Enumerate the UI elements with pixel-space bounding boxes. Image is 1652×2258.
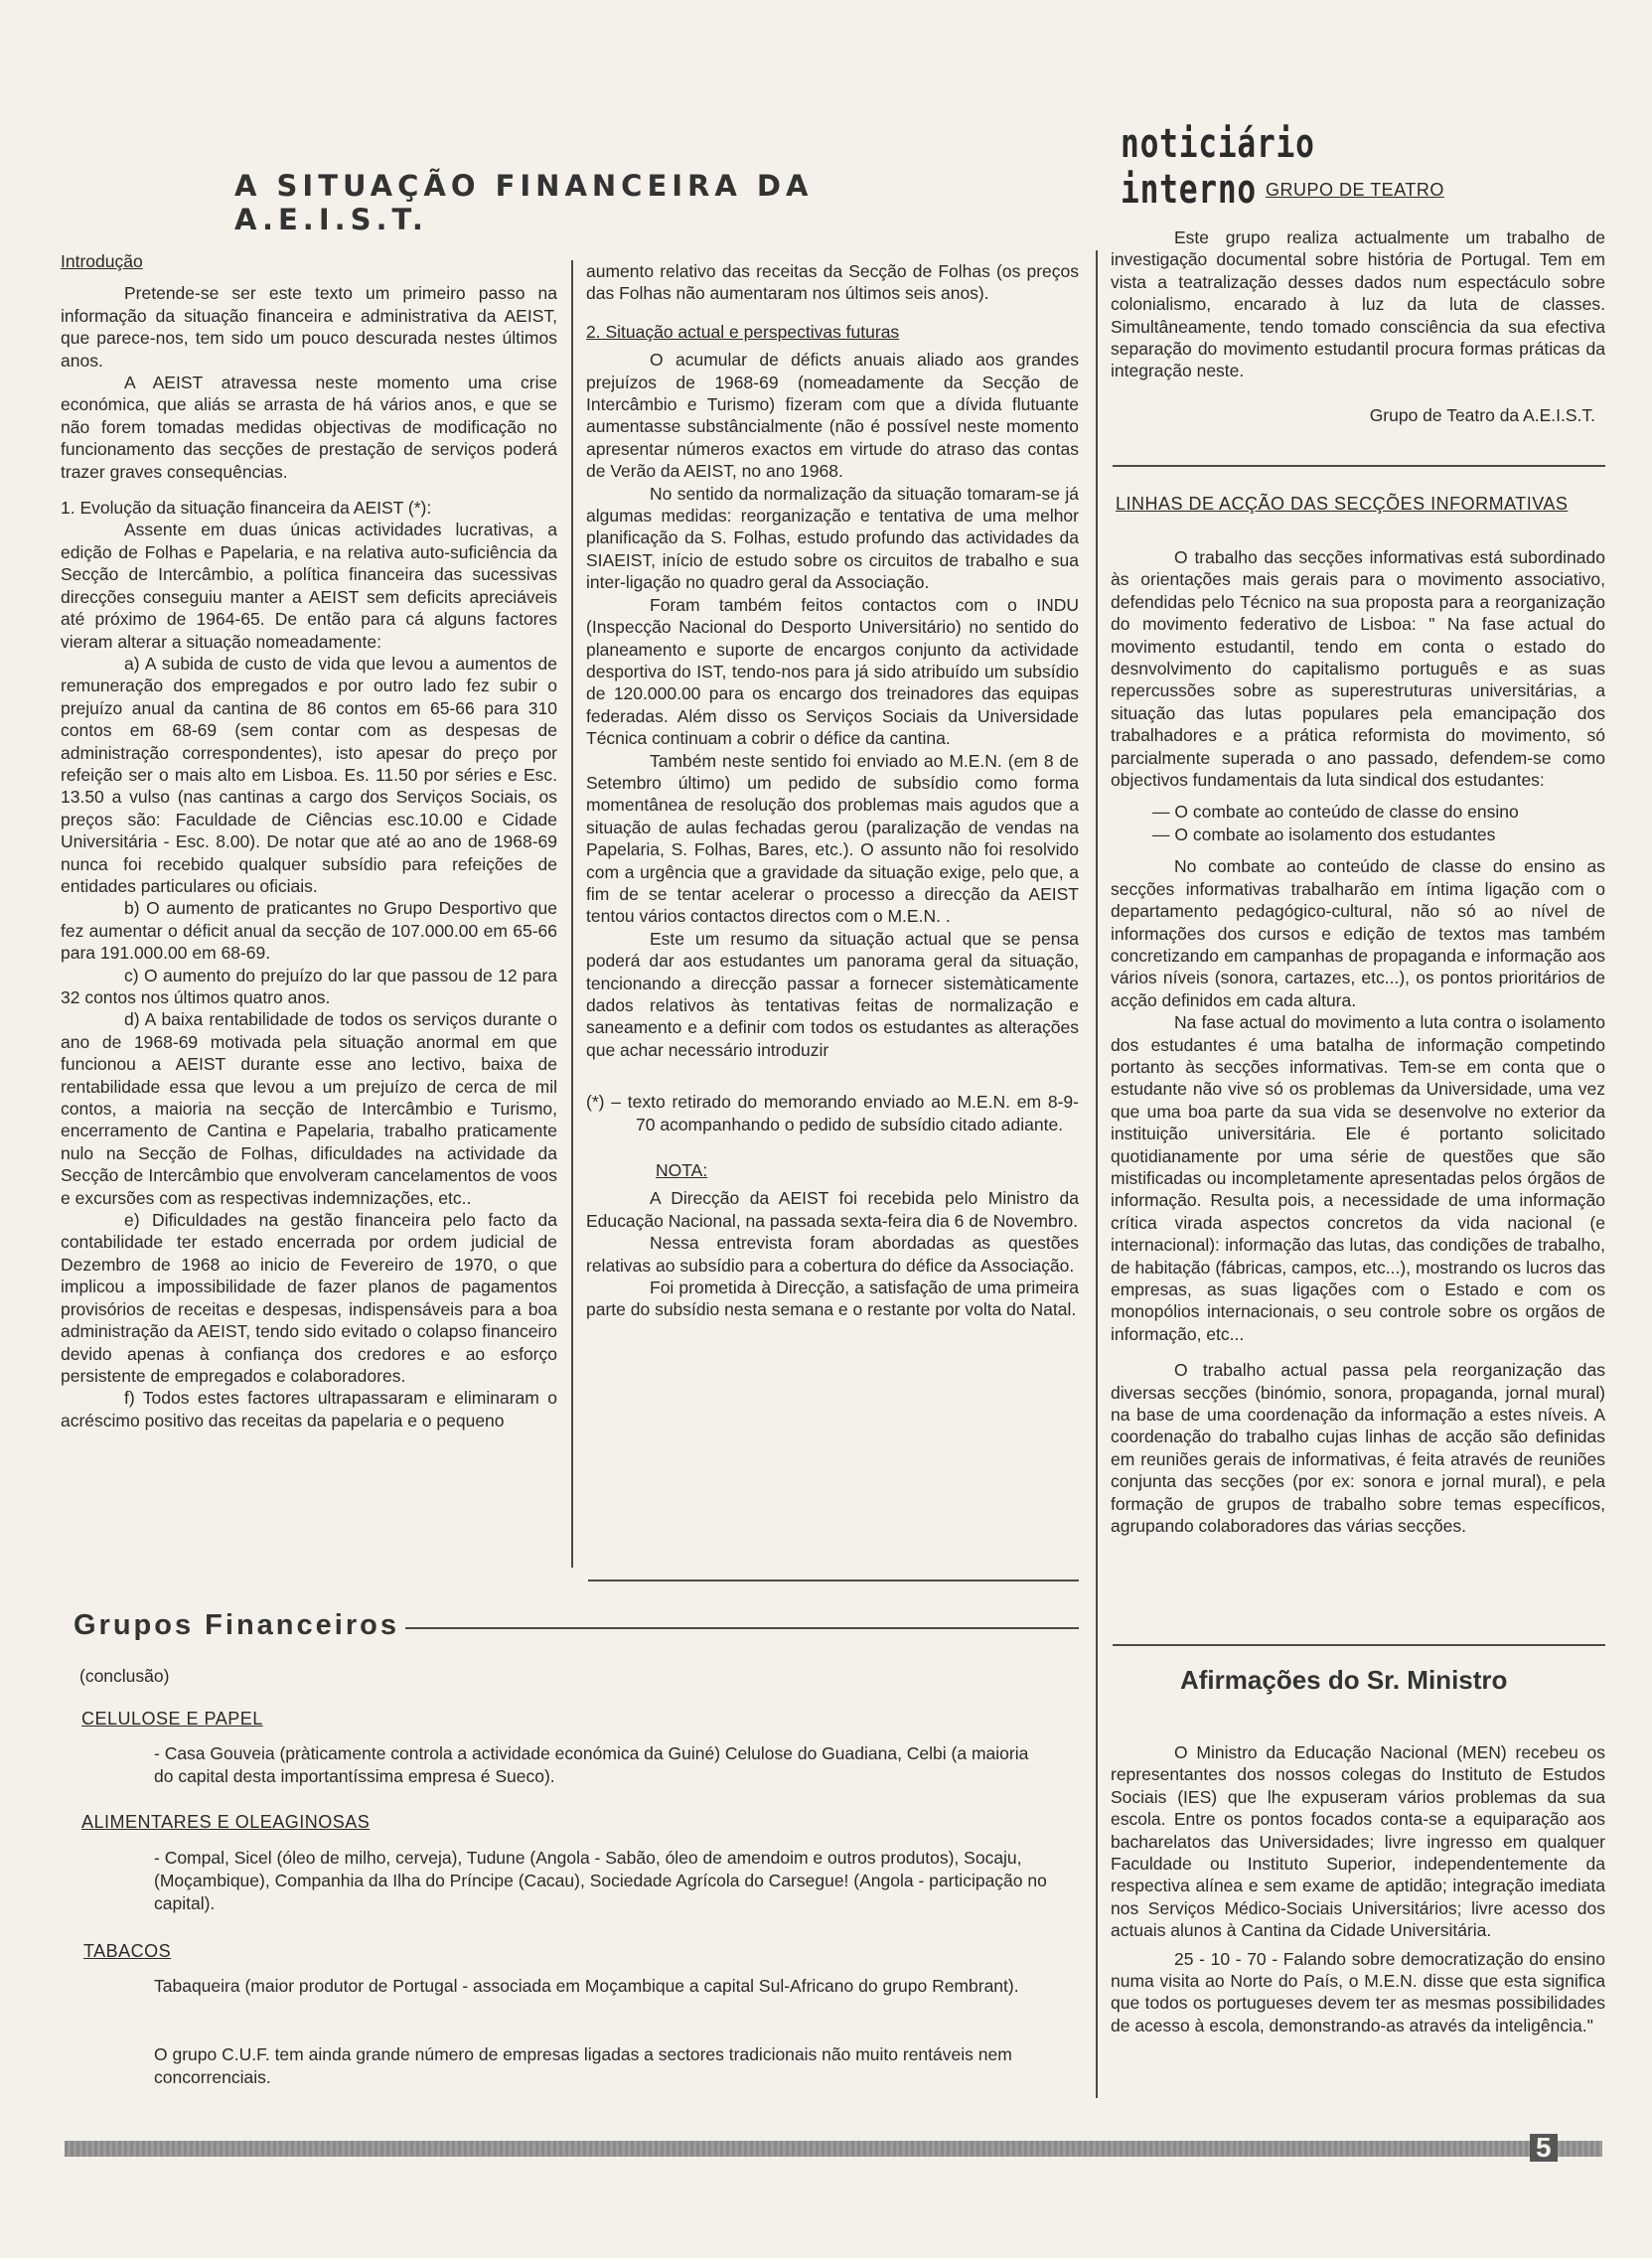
paragraph: O trabalho actual passa pela reorganização das diversas secções (binómio, sonora, propaganda, jornal mural) na base de uma coordenação da informação a estes níveis. A coordenação do trabalho cujas linhas de acção são definidas em reuniões gerais de informativas, é feita através de reuniões conjunta das secções (por ex: sonora e jornal mural), e pela formação de grupos de trabalho sobre temas específicos, agrupando colaboradores das várias secções. [1111,1360,1605,1537]
noticiario-column [1111,226,1605,426]
linhas-column [1111,546,1605,1537]
paragraph: Foi prometida à Direcção, a satisfação de uma primeira parte do subsídio nesta semana e o restante por volta do Natal. [586,1278,1079,1320]
grupo-teatro-heading: GRUPO DE TEATRO [1266,180,1444,200]
paragraph: No combate ao conteúdo de classe do ensino as secções informativas trabalharão em íntima ligação com o departamento pedagógico-cultural, não só ao nível de informações dos cursos e edição de textos mas também concretizando em campanhas de propaganda e informação aos vários níveis (sonora, cartazes, etc...), os pontos prioritários de acção definidos em cada altura. [1111,856,1605,1010]
paragraph: A AEIST atravessa neste momento uma crise económica, que aliás se arrasta de há vários anos, e que se não forem tomadas medidas objectivas de modificação no funcionamento das secções de prestação de serviços poderá trazer graves consequências. [61,373,557,482]
afirmacoes-column [1111,1741,1605,2036]
intro-heading: Introdução [61,251,143,271]
paragraph: a) A subida de custo de vida que levou a aumentos de remuneração dos empregados e por outro lado fez subir o prejuízo anual da cantina de 86 contos em 65-66 para 310 contos em 68-69 (sem contar com as despesas de administração correspondentes), isto apesar do preço por refeição ser o mais alto em Lisboa. Es. 11.50 por séries e Esc. 13.50 a vulso (nas cantinas a cargo dos Serviços Sociais, os preços são: Faculdade de Ciências esc.10.00 e Cidade Universitária - Esc. 8.00). De notar que até ao ano de 1968-69 nunca foi recebido qualquer subsídio para refeições de entidades particulares ou oficiais. [61,653,557,896]
grupos-title: Grupos Financeiros [74,1609,405,1642]
tabacos-heading: TABACOS [83,1941,172,1961]
paragraph: Foram também feitos contactos com o INDU (Inspecção Nacional do Desporto Universitário) no sentido do planeamento e suporte de encargos conjunto da actividade desportiva do IST, tendo-nos para já sido atribuído um subsídio de 120.000.00 para os encargo dos treinadores das equipas federadas. Além disso os Serviços Sociais da Universidade Técnica continuam a cobrir o défice da cantina. [586,594,1079,749]
noticiario-title: noticiário interno [1121,121,1315,213]
article-bottom-rule [588,1580,1079,1581]
alimentares-heading: ALIMENTARES E OLEAGINOSAS [81,1812,371,1832]
paragraph: 25 - 10 - 70 - Falando sobre democratização do ensino numa visita ao Norte do País, o M.E.N. disse que esta significa que todos os portugueses devem ter as mesmas possibilidades de acesso à escola, demonstrando-as através da inteligência." [1111,1948,1605,2035]
article-title: A SITUAÇÃO FINANCEIRA DA A.E.I.S.T. [234,169,814,236]
grupo-teatro-text: Este grupo realiza actualmente um trabalho de investigação documental sobre história de Portugal. Tem em vista a teatralização desses dados num espectáculo sobre colonialismo, encarado à luz da luta de classes. Simultâneamente, tendo tomado consciência da sua efectiva separação do movimento estudantil procura formas práticas da integração neste. [1111,227,1605,381]
right-column-divider [1096,250,1098,2098]
paragraph: O Ministro da Educação Nacional (MEN) recebeu os representantes dos nossos colegas do Instituto de Estudos Sociais (IES) que lhe expuseram vários problemas da sua escola. Entre os pontos focados conta-se a equiparação aos bacharelatos das Universidades; livre ingresso em qualquer Faculdade ou Instituto Superior, independentemente da respectiva alínea e sem exame de aptidão; integração imediata nos Serviços Médico-Sociais Universitários; livre acesso dos actuais alunos à Cantina da Cidade Universitária. [1111,1742,1605,1941]
paragraph: Na fase actual do movimento a luta contra o isolamento dos estudantes é uma batalha de informação competindo portanto às secções informativas. Tem-se em conta que o estudante não vive só os problemas da Universidade, uma vez que uma boa parte da sua vida se desenvolve no exterior da instituição universitária. Ele é portanto solicitado quotidianamente por uma série de questões que são mistificadas ou incompletamente apresentadas pelos órgãos de informação. Resulta pois, a necessidade de uma informação crítica virada aspectos concretos da vida nacional (e internacional): informação das lutas, das condições de trabalho, de habitação (fábricas, campos, etc...), mostrando os lucros das empresas, as suas ligações com o Estado e com os monopólios internacionais, o seu controle sobre os orgãos de informação, etc... [1111,1012,1605,1344]
bullet-item: — O combate ao isolamento dos estudantes [1152,824,1496,844]
paragraph: f) Todos estes factores ultrapassaram e eliminaram o acréscimo positivo das receitas da papelaria e o pequeno [61,1388,557,1430]
page-number: 5 [1530,2134,1558,2162]
bullet-item: — O combate ao conteúdo de classe do ensino [1152,802,1519,823]
linhas-heading: LINHAS DE ACÇÃO DAS SECÇÕES INFORMATIVAS [1116,494,1569,514]
celulose-text: - Casa Gouveia (pràticamente controla a actividade económica da Guiné) Celulose do Guadiana, Celbi (a maioria do capital desta importantíssima empresa é Sueco). [154,1743,1029,1786]
column-divider [571,260,573,1568]
paragraph: No sentido da normalização da situação tomaram-se já algumas medidas: reorganização e tentativa de uma melhor planificação da S. Folhas, estudo profundo das actividades da SIAEIST, início de estudo sobre os circuitos de trabalho e sua inter-ligação no quadro geral da Associação. [586,483,1079,593]
grupos-subtitle: (conclusão) [79,1666,170,1686]
noticiario-rule [1113,465,1605,467]
tabacos-text: Tabaqueira (maior produtor de Portugal - associada em Moçambique a capital Sul-Africano do grupo Rembrant). [154,1976,1019,1996]
paragraph: b) O aumento de praticantes no Grupo Desportivo que fez aumentar o déficit anual da secção de 107.000.00 em 65-66 para 191.000.00 em 68-69. [61,898,557,964]
footnote: (*) – texto retirado do memorando enviado ao M.E.N. em 8-9-70 acompanhando o pedido de subsídio citado adiante. [586,1092,1079,1134]
paragraph: e) Dificuldades na gestão financeira pelo facto da contabilidade ter estado encerrada por ordem judicial de Dezembro de 1968 ao inicio de Fevereiro de 1970, o que implicou a impossibilidade de fazer planos de pagamentos provisórios de receitas e despesas, indispensáveis para a boa administração da AEIST, tendo sido evitado o colapso financeiro devido apenas à confiança dos credores e ao esforço persistente de empregados e colaboradores. [61,1210,557,1386]
nota-heading: NOTA: [656,1160,708,1181]
paragraph: A Direcção da AEIST foi recebida pelo Ministro da Educação Nacional, na passada sexta-feira dia 6 de Novembro. [586,1188,1079,1231]
article-column-1 [61,250,557,1431]
grupo-teatro-signature: Grupo de Teatro da A.E.I.S.T. [1369,404,1595,425]
afirmacoes-title: Afirmações do Sr. Ministro [1180,1665,1508,1695]
afirmacoes-rule [1113,1644,1605,1646]
paragraph: aumento relativo das receitas da Secção de Folhas (os preços das Folhas não aumentaram nos últimos seis anos). [586,261,1079,304]
section-heading: 2. Situação actual e perspectivas futuras [586,321,900,342]
paragraph: Nessa entrevista foram abordadas as questões relativas ao subsídio para a cobertura do défice da Associação. [586,1233,1079,1276]
paragraph: d) A baixa rentabilidade de todos os serviços durante o ano de 1968-69 motivada pela situação anormal em que funcionou a AEIST durante esse ano lectivo, baixa de rentabilidade essa que levou a um prejuízo de cerca de mil contos, a maioria na secção de Intercâmbio e Turismo, encerramento de Cantina e Papelaria, trabalho praticamente nulo na Secção de Folhas, dificuldades na actividade da Secção de Intercâmbio que envolveram cancelamentos de voos e excursões com as respectivas indemnizações, etc.. [61,1009,557,1208]
section-heading: 1. Evolução da situação financeira da AEIST (*): [61,498,432,519]
paragraph: O acumular de déficts anuais aliado aos grandes prejuízos de 1968-69 (nomeadamente da Secção de Intercâmbio e Turismo) fizeram com que a dívida flutuante aumentasse substâncialmente (não é possível neste momento apresentar números exactos em virtude do atraso das contas de Verão da AEIST, no ano 1968. [586,350,1079,482]
paragraph: Este um resumo da situação actual que se pensa poderá dar aos estudantes um panorama geral da situação, tencionando a direcção passar a fornecer sistemàticamente dados relativos às tentativas feitas de normalização e saneamento e a definir com todos os estudantes as alterações que achar necessário introduzir [586,928,1079,1060]
paragraph: Pretende-se ser este texto um primeiro passo na informação da situação financeira e administrativa da AEIST, que parece-nos, tem sido um pouco descurada nestes últimos anos. [61,283,557,371]
celulose-heading: CELULOSE E PAPEL [81,1709,263,1729]
paragraph: Assente em duas únicas actividades lucrativas, a edição de Folhas e Papelaria, e na relativa auto-suficiência da Secção de Intercâmbio, a política financeira das sucessivas direcções conseguiu manter a AEIST sem deficits apreciáveis até próximo de 1964-65. De então para cá alguns factores vieram alterar a situação nomeadamente: [61,520,557,652]
cuf-text: O grupo C.U.F. tem ainda grande número de empresas ligadas a sectores tradicionais não muito rentáveis nem concorrenciais. [154,2044,1012,2087]
article-column-2 [586,260,1079,1321]
footer-bar [65,2141,1602,2157]
paragraph: O trabalho das secções informativas está subordinado às orientações mais gerais para o movimento associativo, defendidas pelo Técnico na sua proposta para a reorganização do movimento federativo de Lisboa: " Na fase actual do movimento estudantil, tendo em conta o estado do desnvolvimento do capitalismo português e as suas repercussões sobre as superestruturas universitárias, a situação das lutas populares pela emancipação dos trabalhadores e a prática reformista do movimento, só parcialmente superada o ano passado, defendem-se como objectivos fundamentais da luta sindical dos estudantes: [1111,547,1605,791]
paragraph: c) O aumento do prejuízo do lar que passou de 12 para 32 contos nos últimos quatro anos. [61,965,557,1007]
paragraph: Também neste sentido foi enviado ao M.E.N. (em 8 de Setembro último) um pedido de subsídio como forma momentânea de resolução dos problemas mais agudos que a situação de aulas fechadas gerou (paralização de vendas na Papelaria, S. Folhas, Bares, etc.). O assunto não foi resolvido com a urgência que a gravidade da situação exige, pelo que, a fim de se tentar acelerar o processo a direcção da AEIST tentou vários contactos directos com o M.E.N. . [586,750,1079,927]
alimentares-text: - Compal, Sicel (óleo de milho, cerveja), Tudune (Angola - Sabão, óleo de amendoim e outros produtos), Socaju, (Moçambique), Companhia da Ilha do Príncipe (Cacau), Sociedade Agrícola do Carsegue! (Angola - participação no capital). [154,1848,1047,1913]
